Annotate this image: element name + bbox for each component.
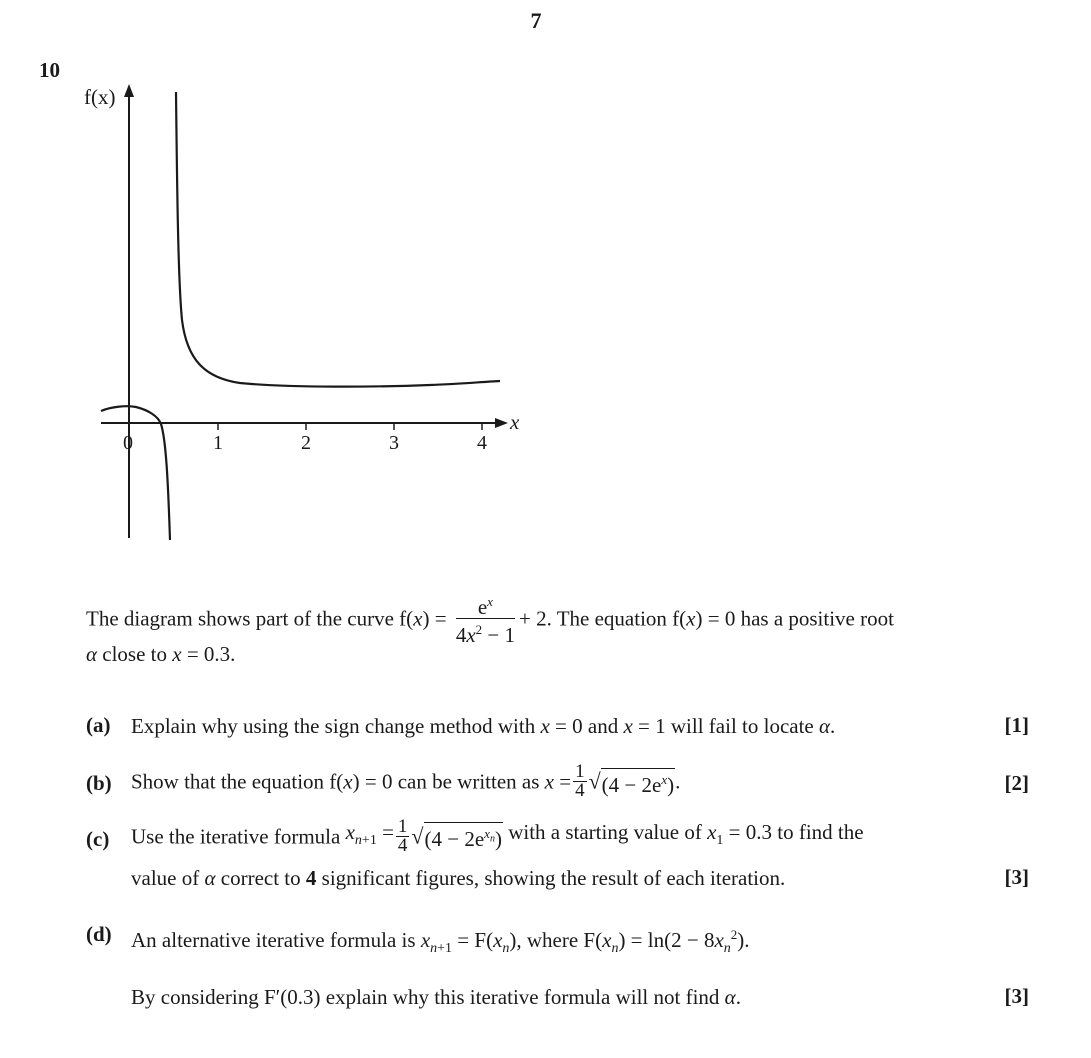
intro-end: + 2. The equation f(x) = 0 has a positive root [518,606,894,631]
question-number: 10 [39,58,60,82]
x-axis-label: x [510,410,520,434]
tick-label-0: 0 [123,432,133,454]
part-c-marks: [3] [1004,865,1029,889]
fraction-denominator: $4x^2 - 1$ [455,622,515,647]
part-b-fraction: $\frac{1}{4}$ [575,761,585,801]
part-a-marks: [1] [1004,713,1029,737]
intro-start: The diagram shows part of the curve f(x) = [86,606,452,631]
intro-line-1 [86,593,894,648]
part-a-text: Explain why using the sign change method with x = 0 and x = 1 will fail to locate α. [131,714,836,738]
fraction-numerator: $e^x$ [456,591,515,619]
curve-graph [0,0,560,560]
intro-fraction [456,591,515,646]
tick-label-1: 1 [213,432,223,454]
tick-label-4: 4 [477,432,487,454]
y-axis-label: f(x) [84,85,116,109]
x-axis-arrow [495,418,508,428]
intro-line-2: α close to x = 0.3. [86,642,236,666]
part-d-marks: [3] [1004,984,1029,1008]
part-a-label: (a) [86,713,111,737]
page-number: 7 [530,8,542,33]
part-d-line-1: An alternative iterative formula is $x_{n+1} = F(x_n)$, where $F(x_n) = \ln(2 - 8x_n^2)$. [131,927,750,957]
curve-right-branch [176,92,500,387]
part-d-line-2: By considering F′(0.3) explain why this iterative formula will not find α. [131,985,741,1009]
part-c-label: (c) [86,827,110,851]
part-b-marks: [2] [1004,771,1029,795]
part-c-line-2: value of α correct to 4 significant figures, showing the result of each iteration. [131,866,786,890]
part-b-text: Show that the equation f(x) = 0 can be written as x = $\frac{1}{4}$ $√(4 - 2e^x)$. [131,761,681,801]
part-c-line-1: Use the iterative formula $x_{n+1}$ = $\frac{1}{4}$ $√(4 - 2e^{x_n})$ with a starting value of $x_1 = 0.3$ to find the [131,816,864,856]
part-d-label: (d) [86,922,112,946]
part-b-label: (b) [86,771,112,795]
tick-label-3: 3 [389,432,399,454]
curve-left-branch [101,406,170,540]
part-c-fraction: $\frac{1}{4}$ [397,816,408,856]
tick-label-2: 2 [301,432,311,454]
y-axis-arrow [124,84,134,97]
